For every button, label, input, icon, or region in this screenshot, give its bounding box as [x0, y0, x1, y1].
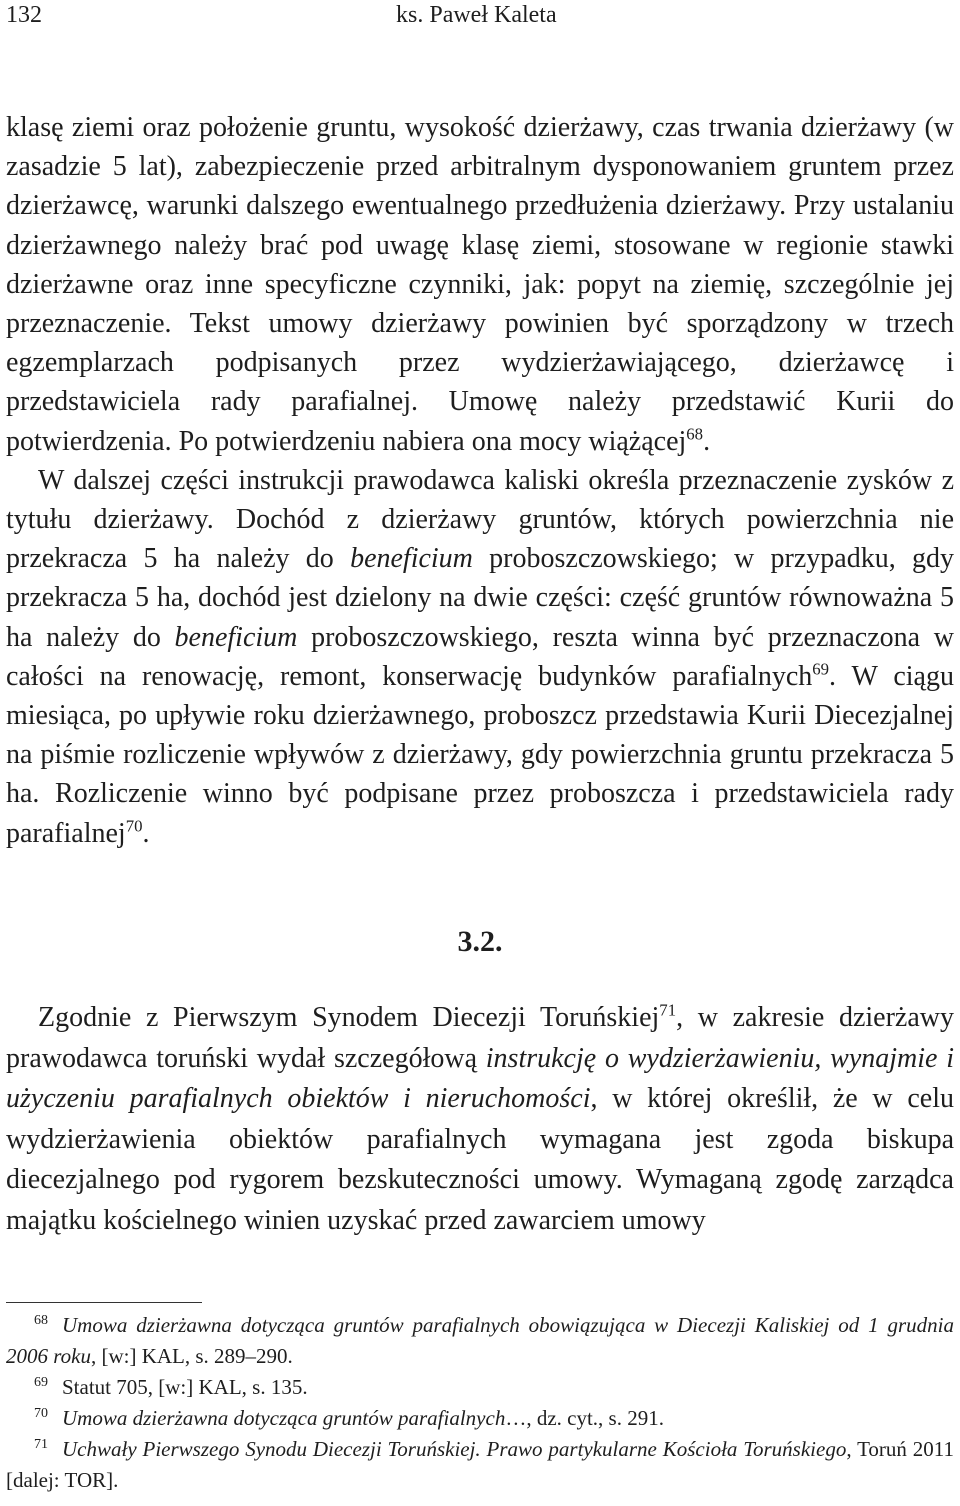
- footnote-70-citation: …, dz. cyt., s. 291.: [505, 1406, 664, 1430]
- paragraph-1-text: klasę ziemi oraz położenie gruntu, wysokość dzierżawy, czas trwania dzierżawy (w zasadzie 5 lat), zabezpieczenie przed arbitralnym dysponowaniem gruntem przez dzierżawcę, warunki dalszego ewentualnego przedłużenia dzierżawy. Przy ustalaniu dzierżawnego należy brać pod uwagę klasę ziemi, stosowane w regionie stawki dzierżawne oraz inne specyficzne czynniki, jak: popyt na ziemię, szczególnie jej przeznaczenie. Tekst umowy dzierżawy powinien być sporządzony w trzech egzemplarzach podpisanych przez wydzierżawiającego, dzierżawcę i przedstawiciela rady parafialnej. Umowę należy przedstawić Kurii do potwierdzenia. Po potwierdzeniu nabiera ona mocy wiążącej: [6, 112, 954, 457]
- footnote-68-title: Umowa dzierżawna dotycząca gruntów parafialnych obowiązująca w Diecezji Kaliskiej od 1 grudnia 2006 roku: [6, 1313, 954, 1368]
- footnote-71-title: Uchwały Pierwszego Synodu Diecezji Toruńskiej. Prawo partykularne Kościoła Toruńskiego: [62, 1437, 847, 1461]
- paragraph-2-text-a: W dalszej części instrukcji prawodawca kaliski określa przeznaczenie zysków z tytułu dzierżawy. Dochód z dzierżawy gruntów, których powierzchnia nie przekracza 5 ha należy do: [6, 464, 954, 575]
- page-header: [6, 0, 954, 30]
- footnote-ref-69[interactable]: 69: [812, 659, 830, 679]
- paragraph-2-end: .: [142, 817, 150, 849]
- paragraph-1: [6, 108, 954, 461]
- paragraph-3-text-d: , w której określił, że w celu wydzierżawienia obiektów parafialnych wymagana jest zgoda biskupa diecezjalnego pod rygorem bezskuteczności umowy. Wymaganą zgodę zarządca majątku kościelnego winien uzyskać przed zawarciem umowy: [6, 1083, 955, 1236]
- footnote-71-number: 71: [34, 1437, 48, 1452]
- footnote-70-title: Umowa dzierżawna dotycząca gruntów parafialnych: [62, 1406, 506, 1430]
- body-text-upper: [6, 108, 954, 853]
- footnote-70: [6, 1403, 954, 1434]
- page-number: 132: [6, 2, 42, 28]
- footnote-69-number: 69: [34, 1375, 48, 1390]
- footnotes: [6, 1310, 954, 1496]
- footnote-71: [6, 1434, 954, 1496]
- paragraph-3-text-a: Zgodnie z Pierwszym Synodem Diecezji Toruńskiej: [38, 1002, 660, 1033]
- paragraph-2: [6, 461, 954, 853]
- paragraph-3-italic-title: instrukcję o wydzierżawieniu, wynajmie i użyczeniu parafialnych obiektów i nieruchomości: [6, 1042, 955, 1114]
- footnote-separator: [6, 1302, 202, 1303]
- footnote-68-citation: , [w:] KAL, s. 289–290.: [90, 1344, 293, 1368]
- paragraph-2-text-e: proboszczowskiego, reszta winna być przeznaczona w całości na renowację, remont, konserwację budynków parafialnych: [6, 621, 954, 692]
- footnote-ref-70[interactable]: 70: [125, 816, 143, 836]
- footnote-68-number: 68: [34, 1313, 48, 1328]
- footnote-70-number: 70: [34, 1406, 48, 1421]
- footnote-69: [6, 1372, 954, 1403]
- paragraph-2-italic-beneficium-1: beneficium: [350, 543, 473, 575]
- paragraph-2-italic-beneficium-2: beneficium: [174, 621, 298, 653]
- paragraph-3: [6, 998, 954, 1241]
- footnote-69-citation: Statut 705, [w:] KAL, s. 135.: [62, 1375, 308, 1399]
- paragraph-2-text-c: proboszczowskiego; w przypadku, gdy przekracza 5 ha, dochód jest dzielony na dwie części: część gruntów równoważna 5 ha należy do: [6, 543, 954, 653]
- footnote-68: [6, 1310, 954, 1372]
- paragraph-3-text-b: , w zakresie dzierżawy prawodawca toruński wydał szczegółową: [6, 1002, 954, 1074]
- section-heading: 3.2.: [457, 925, 503, 958]
- running-head: ks. Paweł Kaleta: [396, 2, 557, 28]
- footnote-ref-71[interactable]: 71: [659, 1000, 677, 1020]
- paragraph-1-end: .: [703, 425, 711, 457]
- footnote-ref-68[interactable]: 68: [686, 424, 704, 444]
- footnote-71-citation: , Toruń 2011 [dalej: TOR].: [6, 1437, 955, 1492]
- body-text-lower: [6, 998, 954, 1241]
- paragraph-2-text-f: . W ciągu miesiąca, po upływie roku dzierżawnego, proboszcz przedstawia Kurii Diecezjalnej na piśmie rozliczenie wpływów z dzierżawy, gdy powierzchnia gruntu przekracza 5 ha. Rozliczenie winno być podpisane przez proboszcza i przedstawiciela rady parafialnej: [6, 660, 954, 849]
